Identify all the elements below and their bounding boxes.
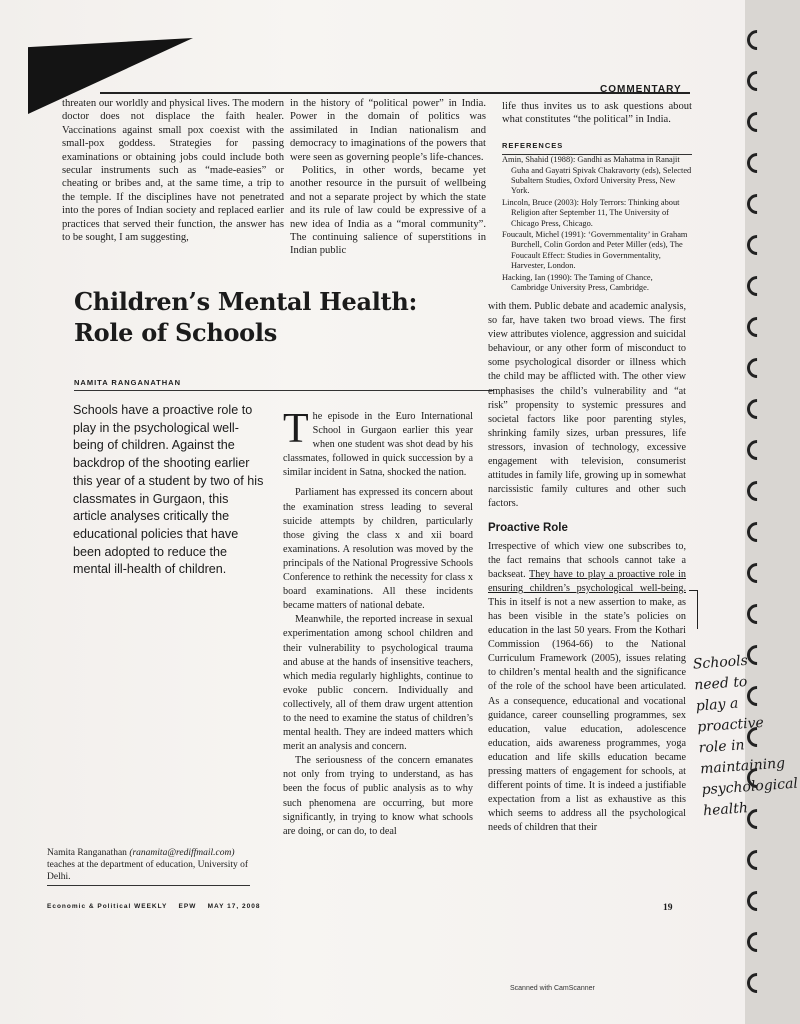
handwritten-line: proactive [696, 714, 765, 736]
right-para-2 [488, 540, 686, 836]
binding-ring [743, 436, 771, 464]
top-column-2-para-1: in the history of “political power” in India. Power in the domain of politics was assimilated in Indian nationalism and democracy to imaginations of the powers that were seen as governing people’s life-chances. [290, 98, 486, 163]
binding-ring [743, 108, 771, 136]
scanner-watermark: Scanned with CamScanner [510, 985, 595, 992]
spiral-binding [745, 0, 768, 1024]
handwritten-line: need to [693, 673, 748, 694]
top-column-3 [502, 100, 692, 295]
journal-name: Economic & Political WEEKLY [47, 903, 168, 910]
section-label: COMMENTARY [600, 84, 682, 95]
binding-ring [743, 231, 771, 259]
binding-ring [743, 67, 771, 95]
references-heading: REFERENCES [502, 139, 692, 155]
byline: NAMITA RANGANATHAN [74, 378, 182, 387]
body-para-1-text: he episode in the Euro International School in Gurgaon earlier this year when one student was shot dead by his classmates, followed in quick succession by a similar incident in Satna, shocked the nation. [283, 411, 473, 479]
handwritten-line: maintaining [699, 755, 786, 778]
annotation-bracket [689, 590, 698, 629]
drop-cap: T [283, 406, 309, 452]
reference-item: Hacking, Ian (1990): The Taming of Chance, Cambridge University Press, Cambridge. [502, 272, 653, 293]
binding-ring [743, 477, 771, 505]
article-title-line-2: Role of Schools [74, 318, 277, 347]
binding-ring [743, 846, 771, 874]
binding-ring [743, 354, 771, 382]
binding-ring [743, 641, 771, 669]
handwritten-line: play a [695, 695, 739, 715]
journal-abbrev: EPW [178, 903, 197, 910]
binding-ring [743, 764, 771, 792]
binding-ring [743, 805, 771, 833]
body-para-1 [283, 406, 473, 480]
top-column-2 [290, 97, 486, 258]
binding-ring [743, 723, 771, 751]
underlined-passage: They have to play a proactive role in ensuring children’s psychological well-being. [488, 568, 687, 594]
page-number: 19 [663, 903, 673, 913]
binding-ring [743, 969, 771, 997]
binding-ring [743, 395, 771, 423]
right-para-1: with them. Public debate and academic analysis, so far, have taken two broad views. The first view attributes violence, aggression and suicidal behaviour, or any other form of misconduct to some psychological disorder or illness which the child may be afflicted with. The other view emphasises the child’s vulnerability and “at risk” propensity to systemic pressures and societal factors like poor parenting styles, shrinking family sizes, urban pressures, life stressors, invasion of technology, excessive engagement with television, consumerist attitudes in family life, growing up in somewhat narcissistic family cultures and other such factors. [488, 301, 686, 510]
body-column-right [488, 300, 686, 835]
binding-ring [743, 887, 771, 915]
top-column-1-text: threaten our worldly and physical lives. The modern doctor does not displace the faith healer. Vaccinations against small pox coexist with the small-pox goddess. Strategies for passing examinations or obtaining jobs could include both secular instruments such as “made-easies” or cheating or bribes and, at the same time, a trip to the temple. If the disciplines have not penetrated into the pores of Indian society and replaced earlier practices that served their function, the answer has to be sought, I am suggesting, [62, 98, 284, 244]
right-para-2-start: Irrespective of which view one subscribes to, the fact remains that schools cannot take a backseat. [488, 540, 686, 580]
right-para-2-end: This in itself is not a new assertion to make, as has been visible in the state’s policies on education in the last 50 years. From the Kothari Commission (1964-66) to the National Curriculum Framework (2005), issues relating to children’s mental health and the significance of the role of the school have been articulated. As a consequence, educational and vocational guidance, career counselling programmes, sex education, value education, adolescence education, aids awareness programmes, yoga education and life skills education became pressing matters of engagement for schools, at different points of time. It is indeed a justifiable expectation from a list as exhaustive as this which seems to address all the psychological needs of children that their [488, 596, 686, 834]
references-list [502, 155, 692, 293]
binding-ring [743, 682, 771, 710]
author-note-rule [47, 885, 250, 886]
article-title [74, 286, 417, 348]
binding-ring [743, 928, 771, 956]
reference-item: Amin, Shahid (1988): Gandhi as Mahatma in Ranajit Guha and Gayatri Spivak Chakravorty (eds), Selected Subaltern Studies, Oxford University Press, New York. [502, 155, 692, 196]
article-title-line-1: Children’s Mental Health: [74, 287, 418, 316]
binding-ring [743, 559, 771, 587]
body-para-4: The seriousness of the concern emanates not only from trying to understand, as has been the focus of public analysis as to why such phenomena are occurring, but more significantly, in trying to know what schools are doing, or can do, to deal [283, 755, 473, 837]
reference-item: Lincoln, Bruce (2003): Holy Terrors: Thinking about Religion after September 11, The University of Chicago Press, Chicago. [502, 197, 680, 228]
article-abstract: Schools have a proactive role to play in the psychological well-being of children. Against the backdrop of the shooting earlier this year of a student by two of his classmates in Gurgaon, this article analyses critically the educational policies that have been adopted to reduce the mental ill-health of children. [73, 403, 264, 577]
binding-ring [743, 149, 771, 177]
author-note [47, 848, 257, 883]
binding-ring [743, 518, 771, 546]
byline-rule [74, 390, 494, 391]
binding-ring [743, 26, 771, 54]
author-affiliation: teaches at the department of education, University of Delhi. [47, 859, 249, 882]
top-column-2-para-2: Politics, in other words, became yet another resource in the pursuit of wellbeing and not a separate project by which the state and its rule of law could be expressive of a new idea of India as a “moral community”. The continuing salience of superstitions in Indian public [290, 165, 486, 257]
handwritten-line: role in [698, 737, 746, 757]
reference-item: Foucault, Michel (1991): ‘Governmentality’ in Graham Burchell, Colin Gordon and Peter Miller (eds), The Foucault Effect: Studies in Governmentality, Harvester, London. [502, 230, 688, 271]
issue-date: MAY 17, 2008 [207, 903, 261, 910]
subheading-proactive-role: Proactive Role [488, 522, 568, 535]
handwritten-line: Schools [692, 652, 749, 673]
binding-ring [743, 600, 771, 628]
author-name: Namita Ranganathan [47, 848, 127, 858]
author-email: (ranamita@rediffmail.com) [129, 848, 235, 858]
handwritten-line: health [702, 800, 749, 820]
binding-ring [743, 313, 771, 341]
handwritten-line: psychological [701, 775, 799, 799]
page-footer [47, 903, 260, 910]
header-rule [100, 92, 690, 94]
top-column-3-text: life thus invites us to ask questions about what constitutes “the political” in India. [502, 101, 692, 126]
top-column-1 [62, 97, 284, 244]
body-column-middle [283, 406, 473, 839]
body-para-2: Parliament has expressed its concern about the examination stress leading to several suicide attempts by children, particularly those giving the class x and xii board examinations. A resolution was moved by the principals of the National Progressive Schools Conference to rethink the necessity for class x board examinations. All these incidents became matters of national debate. [283, 487, 473, 612]
binding-ring [743, 272, 771, 300]
body-para-3: Meanwhile, the reported increase in sexual experimentation among school children and their vulnerability to psychological trauma and abuse at the hands of insensitive teachers, which media regularly highlights, continue to evoke public concern. Individually and collectively, all of them draw urgent attention to the need to examine the status of children’s mental health. They are indeed matters which merit an analysis and concern. [283, 614, 473, 753]
binding-ring [743, 190, 771, 218]
